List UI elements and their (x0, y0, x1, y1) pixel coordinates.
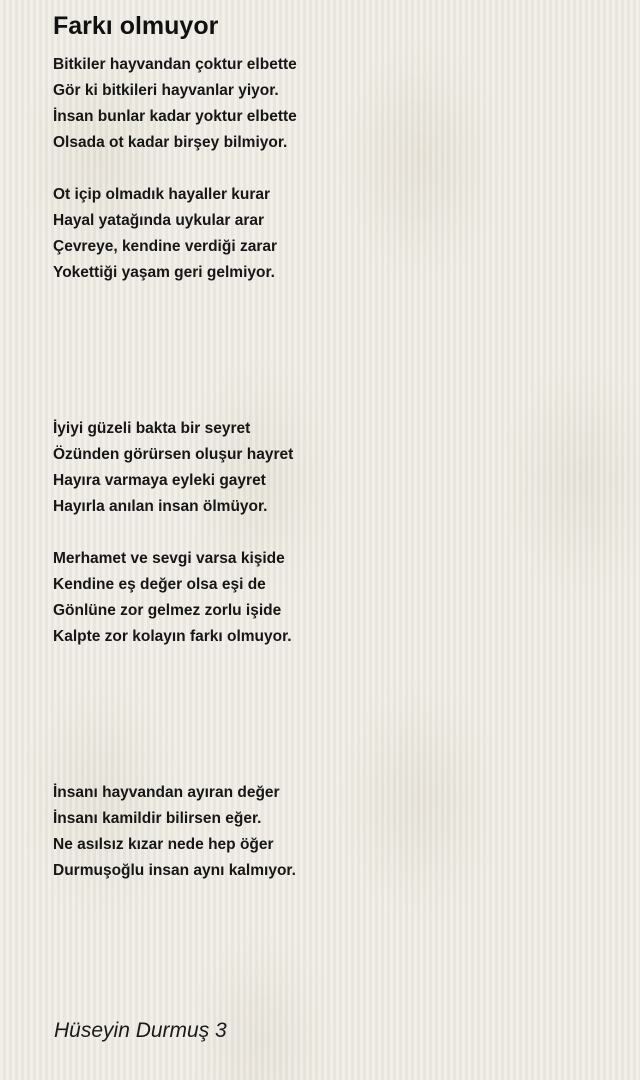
poem-line: Hayırla anılan insan ölmüyor. (53, 498, 268, 515)
poem-line: Gör ki bitkileri hayvanlar yiyor. (53, 82, 279, 99)
poem-line: İyiyi güzeli bakta bir seyret (53, 420, 251, 437)
section-spacer (53, 650, 613, 780)
poem-line: Çevreye, kendine verdiği zarar (53, 238, 278, 255)
poem-line: Hayıra varmaya eyleki gayret (53, 472, 266, 489)
poem-line: Hayal yatağında uykular arar (53, 212, 265, 229)
poem-line: Olsada ot kadar birşey bilmiyor. (53, 134, 288, 151)
poem-line: Ot içip olmadık hayaller kurar (53, 186, 271, 203)
stanza-5 (53, 780, 613, 884)
poem-line: Bitkiler hayvandan çoktur elbette (53, 56, 297, 73)
poem-line: Özünden görürsen oluşur hayret (53, 446, 294, 463)
poem-line: Gönlüne zor gelmez zorlu işide (53, 602, 282, 619)
poem-line: İnsanı hayvandan ayıran değer (53, 784, 280, 801)
stanza-2 (53, 182, 613, 286)
poem-line: Kalpte zor kolayın farkı olmuyor. (53, 628, 292, 645)
poem-author: Hüseyin Durmuş 3 (54, 1019, 227, 1042)
stanza-spacer (53, 520, 613, 546)
poem-line: Yokettiği yaşam geri gelmiyor. (53, 264, 275, 281)
stanza-4 (53, 546, 613, 650)
stanza-3 (53, 416, 613, 520)
stanza-1 (53, 52, 613, 156)
poem-line: İnsanı kamildir bilirsen eğer. (53, 810, 262, 827)
stanza-spacer (53, 156, 613, 182)
poem-line: Kendine eş değer olsa eşi de (53, 576, 266, 593)
poem-line: Durmuşoğlu insan aynı kalmıyor. (53, 862, 296, 879)
poem-body (53, 52, 613, 884)
section-spacer (53, 286, 613, 416)
poem-line: Merhamet ve sevgi varsa kişide (53, 550, 285, 567)
poem-title: Farkı olmuyor (53, 12, 219, 40)
poem-line: Ne asılsız kızar nede hep öğer (53, 836, 274, 853)
poem-line: İnsan bunlar kadar yoktur elbette (53, 108, 297, 125)
